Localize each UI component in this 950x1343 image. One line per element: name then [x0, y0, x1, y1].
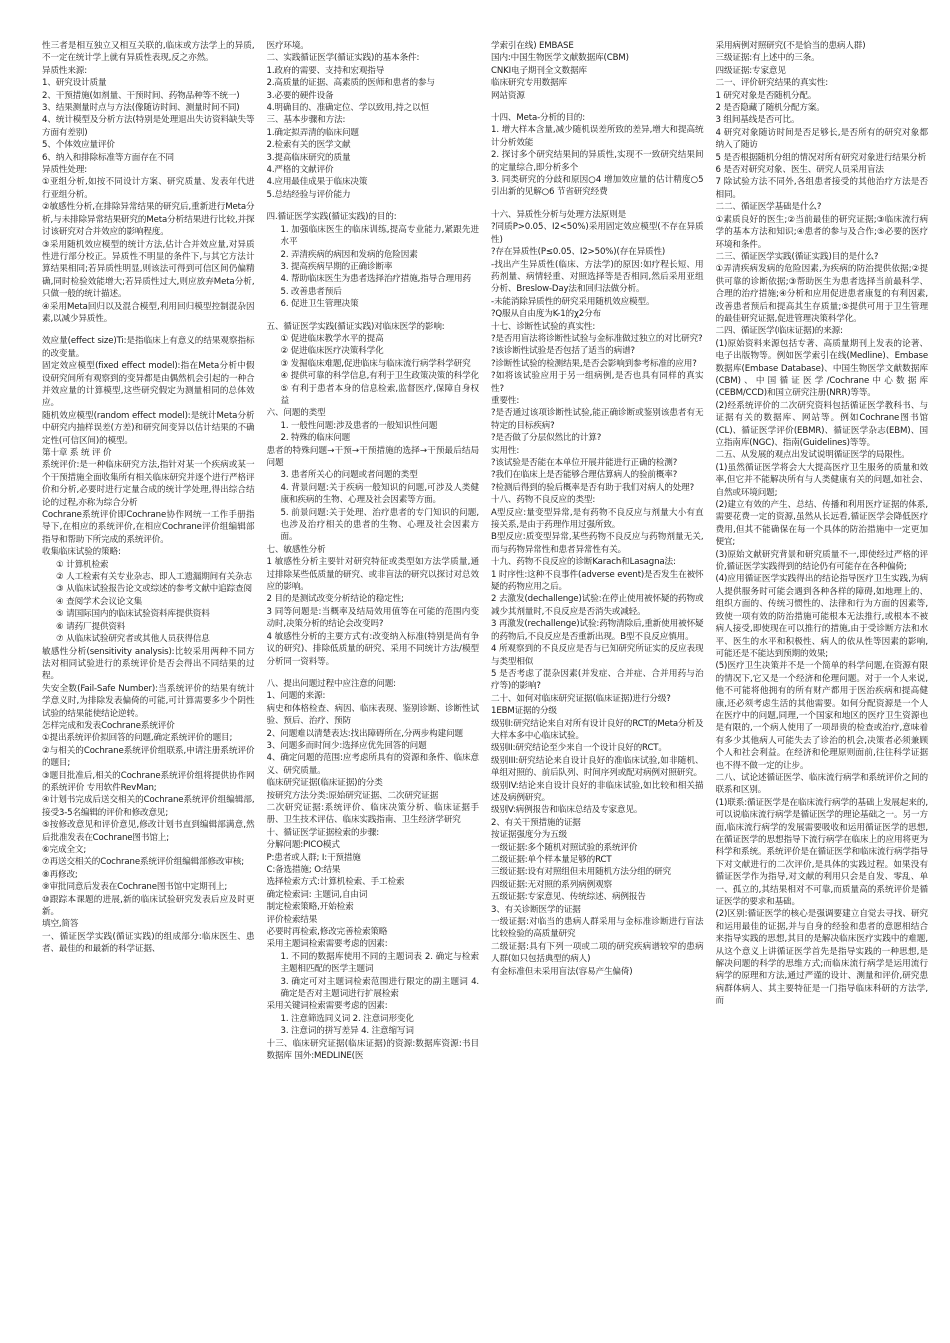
- text-line: ⑤ 请国际国内的临床试验资料库提供资料: [56, 609, 210, 620]
- text-line: -未能消除异质性的研究采用随机效应模型。: [491, 296, 655, 307]
- text-line: 十四、Meta-分析的目的:: [491, 113, 585, 124]
- text-line: 异质性来源:: [42, 65, 87, 76]
- text-line: ?我们在临床上是否能够合理估算病人的验前概率?: [491, 470, 678, 481]
- text-line: 重要性:: [491, 395, 520, 406]
- text-line: [267, 311, 480, 321]
- text-line: 系统评价:是一种临床研究方法,指针对某一个疾病或某一个干预措施全面收集所有相关临床研究并逐个进行严格评价和分析,必要时进行定量合成的统计学处理,得出综合结论的过程,亦称为综合分析: [42, 460, 255, 508]
- text-line: ?该诊断性试验是否包括了适当的病谱?: [491, 346, 635, 357]
- text-line: 二二、循证医学基础是什么?: [715, 202, 822, 213]
- text-line: ?同质P>0.05、I2<50%)采用固定效应模型(不存在异质性): [491, 222, 704, 245]
- text-line: B型反应:质变型异常,某些药物不良反应与药物剂量无关,而与药物异常性和患者异常性有关。: [491, 532, 704, 555]
- text-line: 二十、如何对临床研究证据(临床证据)进行分级?: [491, 693, 671, 704]
- text-line: 八、提出问题过程中应注意的问题:: [266, 678, 396, 689]
- text-line: (1)虽然循证医学将会大大提高医疗卫生服务的质量和效率,但它并不能解决所有与人类健康有关的问题,如社会、自然或环境问题;: [715, 462, 928, 498]
- text-column-3: [491, 40, 704, 1325]
- text-line: (2)经系统评价的二次研究资料包括循证医学教科书、与证据有关的数据库、网站等。例如Cochrane图书馆(CL)、循证医学评价(EBMR)、循证医学杂志(EBM)、国立指南库(NGC)、指南(Guidelines)等等。: [715, 400, 928, 448]
- text-line: [267, 201, 480, 211]
- text-line: 3. 同类研究的分歧和原因○4 增加效应量的估计精度○5 引出新的见解○6 节省研究经费: [491, 175, 704, 198]
- text-line: 6、纳入和排除标准等方面存在不同: [42, 152, 174, 163]
- text-line: 二级证据:具有下列一项或二项的研究疾病谱较窄的患病人群(如只包括典型的病人): [491, 941, 704, 965]
- text-line: 2. 弄清疾病的病因和发病的危险因素: [280, 249, 418, 260]
- text-line: ④计划书完成后送交相关的Cochrane系统评价组编辑部,接受3-5名编辑的评价和修改意见;: [42, 795, 255, 818]
- text-line: 四级证据:无对照的系列病例观察: [491, 879, 612, 890]
- text-line: 级别IV:结论来自设计良好的非临床试验,如比较和相关描述及病例研究。: [491, 780, 704, 803]
- text-line: ⑧再修改;: [42, 869, 78, 880]
- text-line: 5. 前景问题:关于处理、治疗患者的专门知识的问题,也涉及治疗相关的患者的生物、心理及社会因素方面。: [280, 507, 479, 543]
- text-line: 临床研究专用数据库: [491, 78, 567, 89]
- text-line: 3、结果测量时点与方法(像随访时间、测量时间不同): [42, 103, 240, 114]
- text-line: P:患者或人群; I:干预措施: [266, 852, 361, 863]
- text-line: [491, 102, 704, 112]
- text-line: 一、循证医学实践(循证实践)的组成部分:临床医生、患者、最佳的和最新的科学证据、: [42, 931, 255, 955]
- text-line: 采用关键词检索需要考虑的因素:: [266, 1001, 388, 1012]
- text-line: 学索引在线) EMBASE: [491, 41, 574, 51]
- text-line: 1. 一般性问题:涉及患者的一般知识性问题: [280, 420, 438, 431]
- text-line: 5、个体效应量评价: [42, 140, 115, 151]
- text-line: 确定检索词: 主题词,自由词: [266, 889, 368, 900]
- text-line: 4. 背景问题:关于疾病一般知识的问题,可涉及人类健康和疾病的生物、心理及社会因素等方面。: [280, 482, 479, 506]
- text-line: 级别V:病例报告和临床总结及专家意见。: [491, 805, 643, 816]
- text-line: 1、问题的来源:: [266, 691, 326, 702]
- text-line: 3.提高临床研究的质量: [266, 152, 351, 163]
- text-line: ?是否通过该项诊断性试验,能正确诊断或鉴别该患者有无特定的目标疾病?: [491, 408, 704, 431]
- text-line: 4、确定问题的范围:应考虑所具有的资源和条件、临床意义、研究质量。: [266, 753, 479, 776]
- text-line: 1 研究对象是否随机分配。: [715, 90, 817, 101]
- text-line: 1. 注意筛选同义词 2. 注意词形变化: [280, 1013, 414, 1024]
- text-line: ②敏感性分析,在排除异常结果的研究后,重新进行Meta分析,与未排除异常结果研究的Meta分析结果进行比较,并探讨该研究对合并效应的影响程度。: [42, 202, 255, 238]
- text-line: 十七、诊断性试验的真实性:: [491, 321, 596, 332]
- text-line: ?存在异质性(P≤0.05、I2>50%)(存在异质性): [491, 247, 666, 258]
- text-line: 4 所观察到的不良反应是否与已知研究所证实的反应表现与类型相似: [491, 644, 704, 667]
- text-line: 2 目的是测试改变分析结论的稳定性;: [266, 594, 404, 605]
- text-line: 3. 患者所关心的问题或者问题的类型: [280, 470, 418, 481]
- text-line: 3 同等问题是:当概率及结局效用值等在可能的范围内变动时,决策分析的结论会改变吗?: [266, 606, 479, 630]
- text-line: 1.确定拟弄清的临床问题: [266, 127, 359, 138]
- text-line: 二一、评价研究结果的真实性:: [715, 78, 829, 89]
- text-line: 3. 确定可对主题词检索范围进行限定的副主题词 4. 确定是否对主题词进行扩展检索: [280, 976, 479, 1000]
- text-line: Cochrane系统评价即Cochrane协作网统一工作手册指导下,在相应的系统评价,在相应Cochrane评价组编辑部指导和帮助下所完成的系统评价。: [42, 510, 255, 545]
- text-line: 3 再激发(rechallenge)试验:药物清除后,重新使用被怀疑的药物后,不良反应是否重新出现。B型不良反应慎用。: [491, 619, 704, 642]
- text-line: ① 促进临床教学水平的提高: [280, 333, 384, 344]
- text-line: 4 敏感性分析的主要方式有:改变纳入标准(特别是尚有争议的研究)、排除低质量的研究、采用不同统计方法/模型分析同一资料等。: [266, 631, 479, 667]
- text-column-2: [267, 40, 480, 1325]
- text-line: 临床研究证据(临床证据)的分类: [266, 778, 383, 789]
- text-line: 国内:中国生物医学文献数据库(CBM): [491, 53, 629, 64]
- text-line: ② 促进临床医疗决策科学化: [280, 346, 384, 357]
- text-line: 7 除试验方法不同外,各组患者接受的其他治疗方法是否相同。: [715, 177, 928, 200]
- text-line: 1.政府的需要、支持和宏观指导: [266, 65, 385, 76]
- text-line: 按研究方法分类:原始研究证据、二次研究证据: [266, 790, 439, 801]
- text-line: 2 是否隐藏了随机分配方案。: [715, 103, 825, 114]
- text-line: 2、有关干预措施的证据: [491, 817, 581, 828]
- text-line: 三级证据:设有对照组但未用随机方法分组的研究: [491, 867, 672, 878]
- text-line: 1. 加强临床医生的临床训练,提高专业能力,紧跟先进水平: [280, 224, 479, 248]
- text-line: 2.高质量的证据、高素质的医师和患者的参与: [266, 78, 435, 89]
- text-line: 1EBM证据的分级: [491, 706, 557, 717]
- text-line: 三级证据:有上述中的三条。: [715, 53, 820, 64]
- text-line: ①素质良好的医生;②当前最佳的研究证据;③临床流行病学的基本方法和知识;④患者的参与及合作;⑤必要的医疗环境和条件。: [715, 214, 928, 250]
- text-line: 1. 增大样本含量,减少随机误差所致的差异,增大和提高统计分析效能: [491, 125, 704, 148]
- text-line: [42, 325, 255, 335]
- text-line: 3. 提高疾病早期的正确诊断率: [280, 261, 393, 272]
- text-line: 十六、异质性分析与处理方法原则是: [491, 209, 627, 220]
- text-line: (1)原始资料来源包括专著、高质量期刊上发表的论著、电子出版物等。例如医学索引在线(Medline)、Embase数据库(Embase Database)、中国生物医学文献数据库(CBM)、中国循证医学/Cochrane中心数据库(CEBM/CCD)和国立研究注册(NRR)等等。: [715, 338, 928, 399]
- text-line: ② 人工检索有关专业杂志、即人工遗漏期间有关杂志: [56, 572, 252, 583]
- text-line: 4.明确目的、准确定位、学以致用,持之以恒: [266, 103, 429, 114]
- text-line: 二次研究证据:系统评价、临床决策分析、临床证据手册、卫生技术评估、临床实践指南、卫生经济学研究: [266, 802, 479, 826]
- text-line: 异质性处理:: [42, 165, 87, 176]
- text-line: 2 去激发(dechallenge)试验:在停止使用被怀疑的药物或减少其剂量时,不良反应是否消失或减轻。: [491, 594, 704, 617]
- text-line: ②与相关的Cochrane系统评价组联系,申请注册系统评价的题目;: [42, 745, 255, 769]
- text-line: 采用主题词检索需要考虑的因素:: [266, 939, 388, 950]
- text-line: 四级证据:专家意见: [715, 65, 786, 76]
- text-line: 十八、药物不良反应的类型:: [491, 495, 596, 506]
- text-column-4: [716, 40, 929, 1325]
- text-line: 按证据强度分为五级: [491, 830, 567, 841]
- text-line: 五级证据:专家意见、传统综述、病例报告: [491, 892, 646, 903]
- text-line: 4.严格的文献评价: [266, 165, 334, 176]
- text-line: ⑦再送交相关的Cochrane系统评价组编辑部修改审核;: [42, 857, 245, 868]
- text-line: 医疗环境。: [266, 41, 309, 51]
- text-line: 2.检索有关的医学文献: [266, 140, 351, 151]
- text-line: 三、基本步骤和方法:: [266, 115, 346, 126]
- text-line: 2. 特殊的临床问题: [280, 433, 351, 444]
- text-line: 2. 探讨多个研究结果间的异质性,实现不一致研究结果间的定量综合,即分析多个: [491, 150, 704, 173]
- text-column-1: [42, 40, 255, 1325]
- text-line: 3. 注意词的拼写差异 4. 注意缩写词: [280, 1026, 414, 1037]
- text-line: (1)联系:循证医学是在临床流行病学的基础上发展起来的,可以说临床流行病学是循证医学的理论基础之一。另一方面,临床流行病学的发展需要吸收和运用循证医学的思想,在循证医学的思想指导下流行病学在临床上的应用将更为科学和系统。系统评价是在循证医学和临床流行病学指导下对文献进行的二次评价,是具体的实践过程。如果没有循证医学作为指导,对文献的利用只会是自发、零乱、单一、孤立的,其结果相对不可靠,而质量高的系统评价是循证医学的要求和基础。: [715, 797, 928, 908]
- text-line: 二四、循证医学(临床证据)的来源:: [715, 326, 843, 337]
- text-line: ①亚组分析,如按不同设计方案、研究质量、发表年代进行亚组分析。: [42, 177, 255, 200]
- text-line: 选择检索方式:计算机检索、手工检索: [266, 877, 405, 888]
- text-line: (2)区别:循证医学的核心是强调要建立自觉去寻找、研究和运用最佳的证据,并与自身的经验和患者的意愿相结合来指导实践的思想,其目的是解决临床医疗实践中的难题,从这个意义上讲循证医学首先是指导实践的一种思想,是解决问题的科学的思维方式;而临床流行病学是运用流行病学的原理和方法,通过严谨的设计、测量和评价,研究患病群体病人、其主要特征是一门指导临床科研的方法学,而: [715, 909, 928, 1007]
- text-line: 评价检索结果: [266, 914, 318, 925]
- text-line: ④ 提供可靠的科学信息,有利于卫生政策决策的科学化: [280, 371, 479, 382]
- text-line: ⑩跟踪本课题的进展,新的临床试验研究发表后应及时更新。: [42, 894, 255, 918]
- text-line: -找出产生异质性(临床、方法学)的原因:如疗程长短、用药剂量、病情轻重、对照选择等是否相同,然后采用亚组分析、Breslow-Day法和回归法做分析。: [491, 259, 704, 295]
- text-line: 1 敏感性分析主要针对研究特征或类型如方法学质量,通过排除某些低质量的研究、或非盲法的研究以探讨对总效应的影响。: [266, 557, 479, 593]
- text-line: 随机效应模型(random effect model):是统计Meta分析中研究内抽样误差(方差)和研究间变异以估计结果的不确定性(可信区间)的模型。: [42, 410, 255, 446]
- text-line: ①提出系统评价拟回答的问题,确定系统评价的题目;: [42, 733, 233, 744]
- text-line: ?是否用盲法将诊断性试验与金标准做过独立的对比研究?: [491, 333, 703, 344]
- text-line: ⑦ 从临床试验研究者或其他人员获得信息: [56, 634, 210, 645]
- text-line: CNKI电子期刊全文数据库: [491, 65, 587, 76]
- text-line: ③采用随机效应模型的统计方法,估计合并效应量,对异质性进行部分校正。异质性不明显的条件下,与其它方法计算结果相同;若异质性明显,则该法可得到可信区间仍偏精确,同时检验效能增大;若异质性过大,则应放弃Meta分析,只做一般的统计描述。: [42, 239, 255, 300]
- text-line: 3.必要的硬件设备: [266, 90, 334, 101]
- text-line: (5)医疗卫生决策并不是一个简单的科学问题,在资源有限的情况下,它又是一个经济和伦理问题。对于一个人来说,他不可能将他拥有的所有财产都用于医治疾病和提高健康,还必须考虑生活的其他需要。如何分配资源是一个人在医疗中的问题,同理,一个国家和地区的医疗卫生资源也是有限的,一个病人使用了一项昂贵的检查或治疗,意味着有多少其他病人可能失去了诊治的机会,决策者必须兼顾个人和社会利益。在经济和伦理原则面前,往往科学证据也不得不做一定的让步。: [715, 661, 928, 771]
- text-line: (4)应用循证医学实践得出的结论指导医疗卫生实践,为病人提供服务时可能会遇到各种各样的障碍,如地理上的、组织方面的、传统习惯性的、法律和行为方面的因素等,致使一项有效的防治措施可能根本无法推行,或根本不被病人接受,即使现在可以推行的措施,由于受诊断方法和水平、医生的水平和积极性、病人的依从性等因素的影响,可能还是不能达到预期的效果;: [715, 574, 928, 659]
- text-line: 十三、临床研究证据(临床证据)的资源:数据库资源:书目数据库 国外:MEDLINE(医: [266, 1038, 479, 1062]
- text-line: 3、有关诊断医学的证据: [491, 904, 581, 915]
- text-line: 四.循证医学实践(循证实践)的目的:: [266, 212, 397, 223]
- text-line: 1、研究设计质量: [42, 78, 107, 89]
- text-line: ③ 从临床试验报告论文或综述的参考文献中追踪查阅: [56, 584, 252, 595]
- text-line: ⑨审批同意后发表在Cochrane图书馆中定期刊上;: [42, 882, 228, 893]
- text-line: 5 是否根据随机分组的情况对所有研究对象进行结果分析: [715, 152, 927, 163]
- text-line: 4 研究对象随访时间是否足够长,是否所有的研究对象都纳入了随访: [715, 127, 928, 151]
- text-line: 4、统计模型及分析方法(特别是处理退出失访资料缺失等方面有差别): [42, 115, 255, 138]
- text-line: 性三者是相互独立又相互关联的,临床或方法学上的异质,不一定在统计学上就有异质性表现,反之亦然。: [42, 41, 255, 64]
- text-line: ⑤按修改意见和评价意见,修改计划书直到编辑部满意,然后批准发表在Cochrane图书馆上;: [42, 820, 255, 843]
- text-line: [491, 199, 704, 209]
- text-line: 五、循证医学实践(循证实践)对临床医学的影响:: [266, 321, 445, 332]
- text-line: ?诊断性试验的检测结果,是否会影响到参考标准的应用?: [491, 358, 697, 369]
- text-line: 十、循证医学证据检索的步骤:: [266, 827, 380, 838]
- text-line: 七、敏感性分析: [266, 544, 326, 555]
- text-line: 失安全数(Fail-Safe Number):当系统评价的结果有统计学意义时,为排除发表偏倚的可能,可计算需要多少个阴性试验的结果能使结论逆转。: [42, 683, 255, 719]
- text-line: 固定效应模型(fixed effect model):指在Meta分析中假设研究间所有观察到的变异都是由偶然机会引起的一种合并效应量的计算模型,这些研究假定为测量相同的总体效应。: [42, 361, 255, 409]
- text-line: 二八、试论述循证医学、临床流行病学和系统评价之间的联系和区别。: [715, 772, 928, 796]
- text-line: ?如将该试验应用于另一组病例,是否也具有同样的真实性?: [491, 371, 704, 394]
- text-line: (2)建立有效的产生、总结、传播和利用医疗证据的体系,需要花费一定的资源,虽然从长远看,循证医学会降低医疗费用,但其不能确保在每一个具体的防治措施中一定更加便宜;: [715, 500, 928, 548]
- text-line: ⑥完成全文;: [42, 845, 87, 855]
- text-line: 收集临床试验的策略:: [42, 547, 121, 558]
- text-line: 十九、药物不良反应的诊断Karach和Lasagna法:: [491, 557, 676, 568]
- text-line: 级别I:研究结论来自对所有设计良好的RCT的Meta分析及大样本多中心临床试验。: [491, 718, 704, 741]
- text-line: 患者的特殊问题→干预→干预措施的选择→干预最后结局问题: [266, 445, 479, 468]
- text-line: 第十章 系 统 评 价: [42, 448, 112, 458]
- text-line: 1 时序性:这种不良事件(adverse event)是否发生在被怀疑的药物应用之后。: [491, 569, 704, 593]
- text-line: 二、实践循证医学(循证实践)的基本条件:: [266, 53, 420, 64]
- text-line: (3)原始文献研究背景和研究质量不一,即使经过严格的评价,循证医学实践得到的结论仍有可能存在各种偏倚;: [715, 549, 928, 573]
- text-line: ⑥ 请药厂提供资料: [56, 621, 126, 632]
- text-line: 3、问题多而时间少:选择应优先回答的问题: [266, 740, 427, 751]
- text-line: 6 是否对研究对象、医生、研究人员采用盲法: [715, 165, 884, 176]
- text-line: ① 计算机检索: [56, 559, 109, 570]
- text-line: 一级证据:多个随机对照试验的系统评价: [491, 842, 638, 853]
- text-line: ①弄清疾病发病的危险因素,为疾病的防治提供依据;②提供可靠的诊断依据;③帮助医生为患者选择当前最科学、合理的治疗措施;④分析和应用促进患者康复的有利因素,改善患者预后和提高其生存质量;⑤提供可用于卫生管理的最佳研究证据,促进管理决策科学化。: [715, 264, 928, 324]
- text-line: 二级证据:单个样本量足够的RCT: [491, 855, 612, 865]
- text-line: 网站资源: [491, 90, 525, 101]
- text-line: 一级证据:对临当的患病人群采用与金标准诊断进行盲法比较检验的高质量研究: [491, 917, 704, 940]
- text-line: 效应量(effect size)Ti:是指临床上有意义的结果观察指标的改变量。: [42, 336, 255, 359]
- text-line: 六、问题的类型: [266, 408, 326, 419]
- text-line: C:备选措施; O:结果: [266, 865, 341, 875]
- text-line: 6. 促进卫生管理决策: [280, 299, 359, 310]
- text-line: 2、问题难以清楚表达:找出障碍所在,分两步构建问题: [266, 728, 463, 739]
- text-line: 分解问题:PICO模式: [266, 840, 340, 851]
- text-line: 4.应用最佳成果于临床决策: [266, 177, 368, 188]
- text-line: 制定检索策略,开始检索: [266, 902, 354, 913]
- text-line: ③ 发掘临床难题,促进临床与临床流行病学科学研究: [280, 358, 471, 369]
- text-line: ?检测后得到的验后概率是否有助于我们对病人的处理?: [491, 482, 695, 493]
- text-line: 级别II:研究结论至少来自一个设计良好的RCT。: [491, 743, 667, 754]
- text-line: 二五、从发展的观点出发试说明循证医学的局限性。: [715, 450, 910, 461]
- text-line: 怎样完成和发表Cochrane系统评价: [42, 720, 175, 731]
- text-line: 实用性:: [491, 445, 520, 456]
- text-line: ?Q服从自由度为K-1的χ2分布: [491, 309, 602, 320]
- text-line: 5 是否考虑了混杂因素(并发症、合并症、合并用药与治疗等)的影响?: [491, 668, 704, 692]
- text-line: 有金标准但未采用盲法(容易产生偏倚): [491, 966, 633, 977]
- text-line: 病史和体格检查、病因、临床表现、鉴别诊断、诊断性试验、预后、治疗、预防: [266, 703, 479, 727]
- text-line: [267, 668, 480, 678]
- text-line: ⑤ 有利于患者本身的信息检索,监督医疗,保障自身权益: [280, 383, 479, 406]
- text-line: A型反应:量变型异常,是有药物不良反应与剂量大小有直接关系,是由于药理作用过强所致。: [491, 507, 704, 531]
- text-line: ?该试验是否能在本单位开展并能进行正确的检测?: [491, 458, 678, 468]
- text-line: 5. 改善患者预后: [280, 286, 342, 297]
- text-line: ④采用Meta回归以及混合模型,利用回归模型控制混杂因素,以减少异质性。: [42, 301, 255, 324]
- text-line: 3 组间基线是否可比。: [715, 115, 800, 126]
- text-line: 4. 帮助临床医生为患者选择治疗措施,指导合理用药: [280, 274, 471, 285]
- text-line: 二三、循证医学实践(循证实践)目的是什么?: [715, 251, 879, 262]
- text-line: 5.总结经验与评价能力: [266, 189, 351, 200]
- text-line: 1. 不同的数据库使用不同的主题词表 2. 确定与检索主题相匹配的医学主题词: [280, 951, 479, 975]
- text-line: 2、干预措施(如剂量、干预时间、药物品种等不统一): [42, 90, 240, 101]
- text-line: 敏感性分析(sensitivity analysis):比较采用两种不同方法对相同试验进行的系统评价是否会得出不同结果的过程。: [42, 646, 255, 682]
- text-line: 填空,简答: [42, 919, 79, 930]
- text-line: 必要时再检索,修改完善检索策略: [266, 927, 388, 938]
- text-line: ③题目批准后,相关的Cochrane系统评价组将提供协作网的系统评价 专用软件RevMan;: [42, 770, 255, 793]
- text-line: ?是否做了分层似然比的计算?: [491, 433, 602, 444]
- text-line: ④ 查阅学术会议论文集: [56, 596, 143, 607]
- text-line: 采用病例对照研究(不是恰当的患病人群): [715, 41, 866, 51]
- text-line: 级别III:研究结论来自设计良好的准临床试验,如非随机、单组对照的、前后队列、时间序列或配对病例对照研究。: [491, 755, 704, 779]
